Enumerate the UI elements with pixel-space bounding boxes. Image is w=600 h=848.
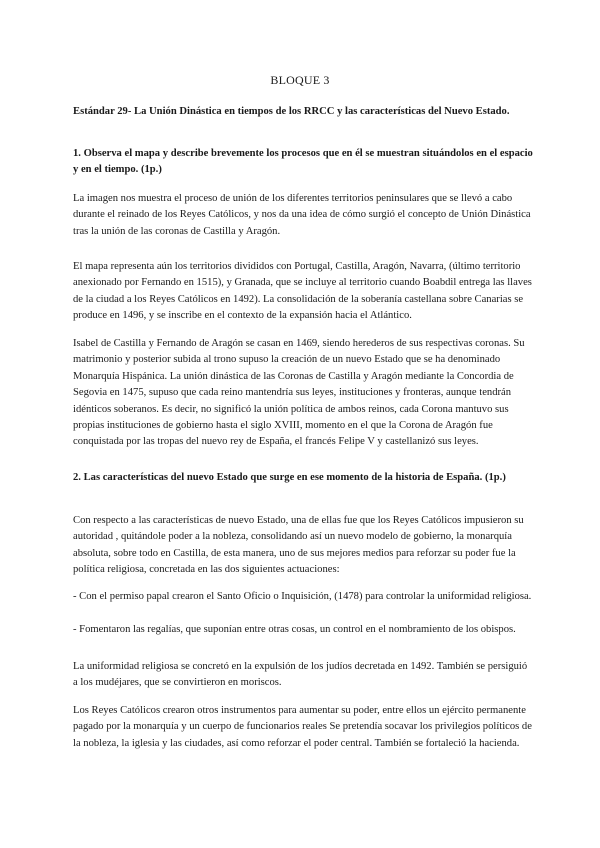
document-title: BLOQUE 3 xyxy=(270,73,330,87)
question-2-heading: 2. Las características del nuevo Estado que surge en ese momento de la historia de España. (1p.) xyxy=(73,472,506,483)
standard-heading: Estándar 29- La Unión Dinástica en tiempos de los RRCC y las características del Nuevo Estado. xyxy=(73,106,510,117)
answer-1-paragraph-3: Isabel de Castilla y Fernando de Aragón se casan en 1469, siendo herederos de sus respectivas coronas. Su matrimonio y posterior subida al trono supuso la creación de un nuevo Estado que se ha denominado Monarquía Hispánica. La unión dinástica de las Coronas de Castilla y Aragón mediante la Concordia de Segovia en 1475, supuso que cada reino mantendría sus leyes, instituciones y fronteras, aunque tendrán idénticos soberanos. Es decir, no significó la unión política de ambos reinos, cada Corona mantuvo sus propias instituciones de gobierno hasta el siglo XVIII, momento en el que la Corona de Aragón fue conquistada por las tropas del nuevo rey de España, el francés Felipe V y castellanizó sus leyes. xyxy=(73,338,525,448)
answer-2-item-2: - Fomentaron las regalías, que suponían entre otras cosas, un control en el nombramiento de los obispos. xyxy=(73,624,516,635)
answer-1-paragraph-1: La imagen nos muestra el proceso de unión de los diferentes territorios peninsulares que se llevó a cabo durante el reinado de los Reyes Católicos, y nos da una idea de cómo surgió el concepto de Unión Dinástica tras la unión de las coronas de Castilla y Aragón. xyxy=(73,193,531,237)
answer-1-paragraph-2: El mapa representa aún los territorios divididos con Portugal, Castilla, Aragón, Navarra, (último territorio anexionado por Fernando en 1515), y Granada, que se incluye al territorio cuando Boabdil entrega las llaves de la ciudad a los Reyes Católicos en 1492). La consolidación de la soberanía castellana sobre Canarias se produce en 1496, y se inscribe en el contexto de la expansión hacia el Atlántico. xyxy=(73,261,532,322)
question-1-heading: 1. Observa el mapa y describe brevemente los procesos que en él se muestran situándolos en el espacio y en el tiempo. (1p.) xyxy=(73,148,533,176)
answer-2-paragraph-3: Los Reyes Católicos crearon otros instrumentos para aumentar su poder, entre ellos un ejército permanente pagado por la monarquía y un cuerpo de funcionarios reales Se pretendía socavar los privilegios políticos de la nobleza, la iglesia y las ciudades, así como reforzar el poder central. También se fortaleció la hacienda. xyxy=(73,705,532,749)
answer-2-paragraph-2: La uniformidad religiosa se concretó en la expulsión de los judíos decretada en 1492. También se persiguió a los mudéjares, que se convirtieron en moriscos. xyxy=(73,661,528,689)
answer-2-paragraph-1: Con respecto a las características de nuevo Estado, una de ellas fue que los Reyes Católicos impusieron su autoridad , quitándole poder a la nobleza, consolidando así un nuevo modelo de gobierno, la monarquía absoluta, sobre todo en Castilla, de esta manera, uno de sus mejores medios para reforzar su poder fue la política religiosa, concretada en las dos siguientes actuaciones: xyxy=(73,515,524,576)
answer-2-item-1: - Con el permiso papal crearon el Santo Oficio o Inquisición, (1478) para controlar la uniformidad religiosa. xyxy=(73,591,532,602)
